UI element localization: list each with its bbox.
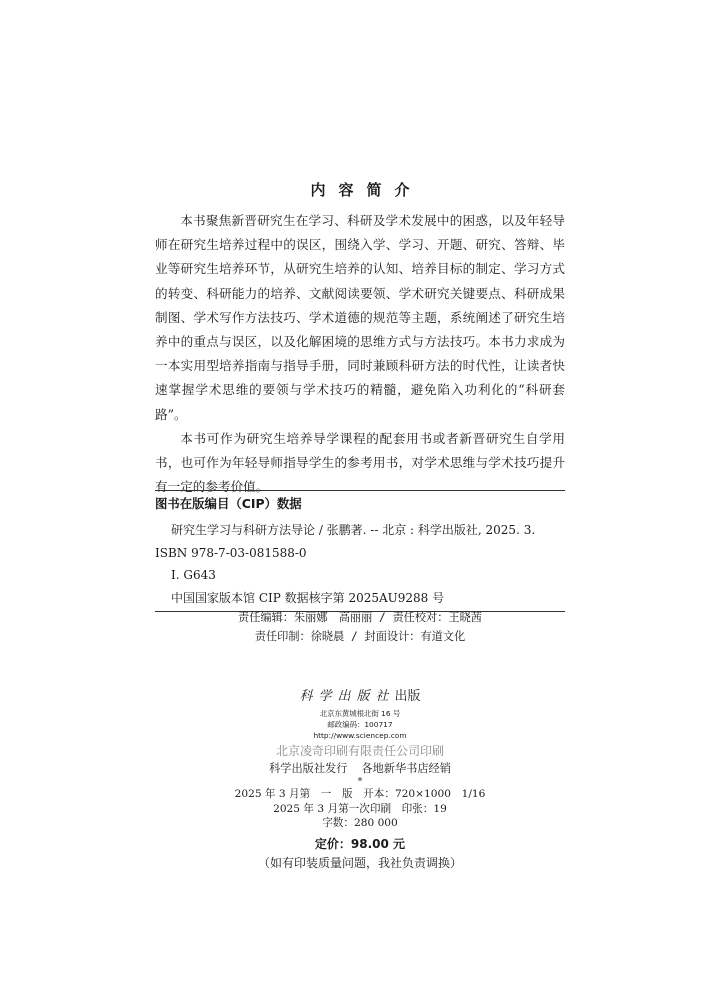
distribution-line	[0, 760, 720, 778]
cip-isbn: ISBN 978-7-03-081588-0	[155, 545, 307, 560]
publisher-address: 北京东黄城根北街 16 号	[319, 709, 401, 718]
publisher-logo-text: 科学出版社	[299, 689, 395, 704]
cip-book-record: 研究生学习与科研方法导论 / 张鹏著. -- 北京 : 科学出版社, 2025. 3.	[171, 523, 536, 537]
cip-block	[155, 490, 565, 612]
separator-star: *	[357, 777, 363, 787]
summary-body	[155, 209, 565, 499]
publisher-suffix: 出版	[394, 689, 421, 704]
distributor: 科学出版社发行	[269, 762, 348, 775]
cip-title: 图书在版编目（CIP）数据	[155, 496, 302, 511]
publisher-name	[0, 686, 720, 708]
cip-top-rule	[155, 490, 565, 491]
price: 定价：98.00 元	[314, 836, 406, 851]
publisher-postcode: 邮政编码：100717	[327, 720, 393, 729]
summary-paragraph-2: 本书可作为研究生培养导学课程的配套用书或者新晋研究生自学用书，也可作为年轻导师指导学生的参考用书，对学术思维与学术技巧提升有一定的参考价值。	[155, 430, 565, 495]
publisher-website: http://www.sciencep.com	[313, 731, 407, 740]
cip-number: 中国国家版本馆 CIP 数据核字第 2025AU9288 号	[171, 590, 445, 605]
quality-note: （如有印装质量问题，我社负责调换）	[257, 855, 462, 870]
staff-line-2: 责任印制：徐晓晨 / 封面设计：有道文化	[254, 630, 466, 643]
retailer: 各地新华书店经销	[361, 762, 451, 775]
staff-line-1: 责任编辑：朱丽娜 高丽丽 / 责任校对：王晓茜	[238, 611, 482, 624]
summary-title: 内容简介	[310, 181, 423, 199]
summary-paragraph-1: 本书聚焦新晋研究生在学习、科研及学术发展中的困惑，以及年轻导师在研究生培养过程中的误区，围绕入学、学习、开题、研究、答辩、毕业等研究生培养环节，从研究生培养的认知、培养目标的制定、学习方式的转变、科研能力的培养、文献阅读要领、学术研究关键要点、科研成果制图、学术写作方法技巧、学术道德的规范等主题，系统阐述了研究生培养中的重点与误区，以及化解困境的思维方式与方法技巧。本书力求成为一本实用型培养指南与指导手册，同时兼顾科研方法的时代性，让读者快速掌握学术思维的要领与学术技巧的精髓，避免陷入功利化的“科研套路”。	[155, 213, 565, 422]
publisher-block	[0, 686, 720, 872]
cip-classification: Ⅰ. G643	[171, 568, 216, 582]
printing-line: 2025 年 3 月第一次印刷 印张：19	[273, 802, 447, 815]
staff-credits	[155, 608, 565, 646]
printer-line: 北京凌奇印刷有限责任公司印刷	[275, 744, 444, 758]
edition-line: 2025 年 3 月第 一 版 开本：720×1000 1/16	[234, 788, 486, 800]
word-count: 字数：280 000	[322, 817, 398, 829]
